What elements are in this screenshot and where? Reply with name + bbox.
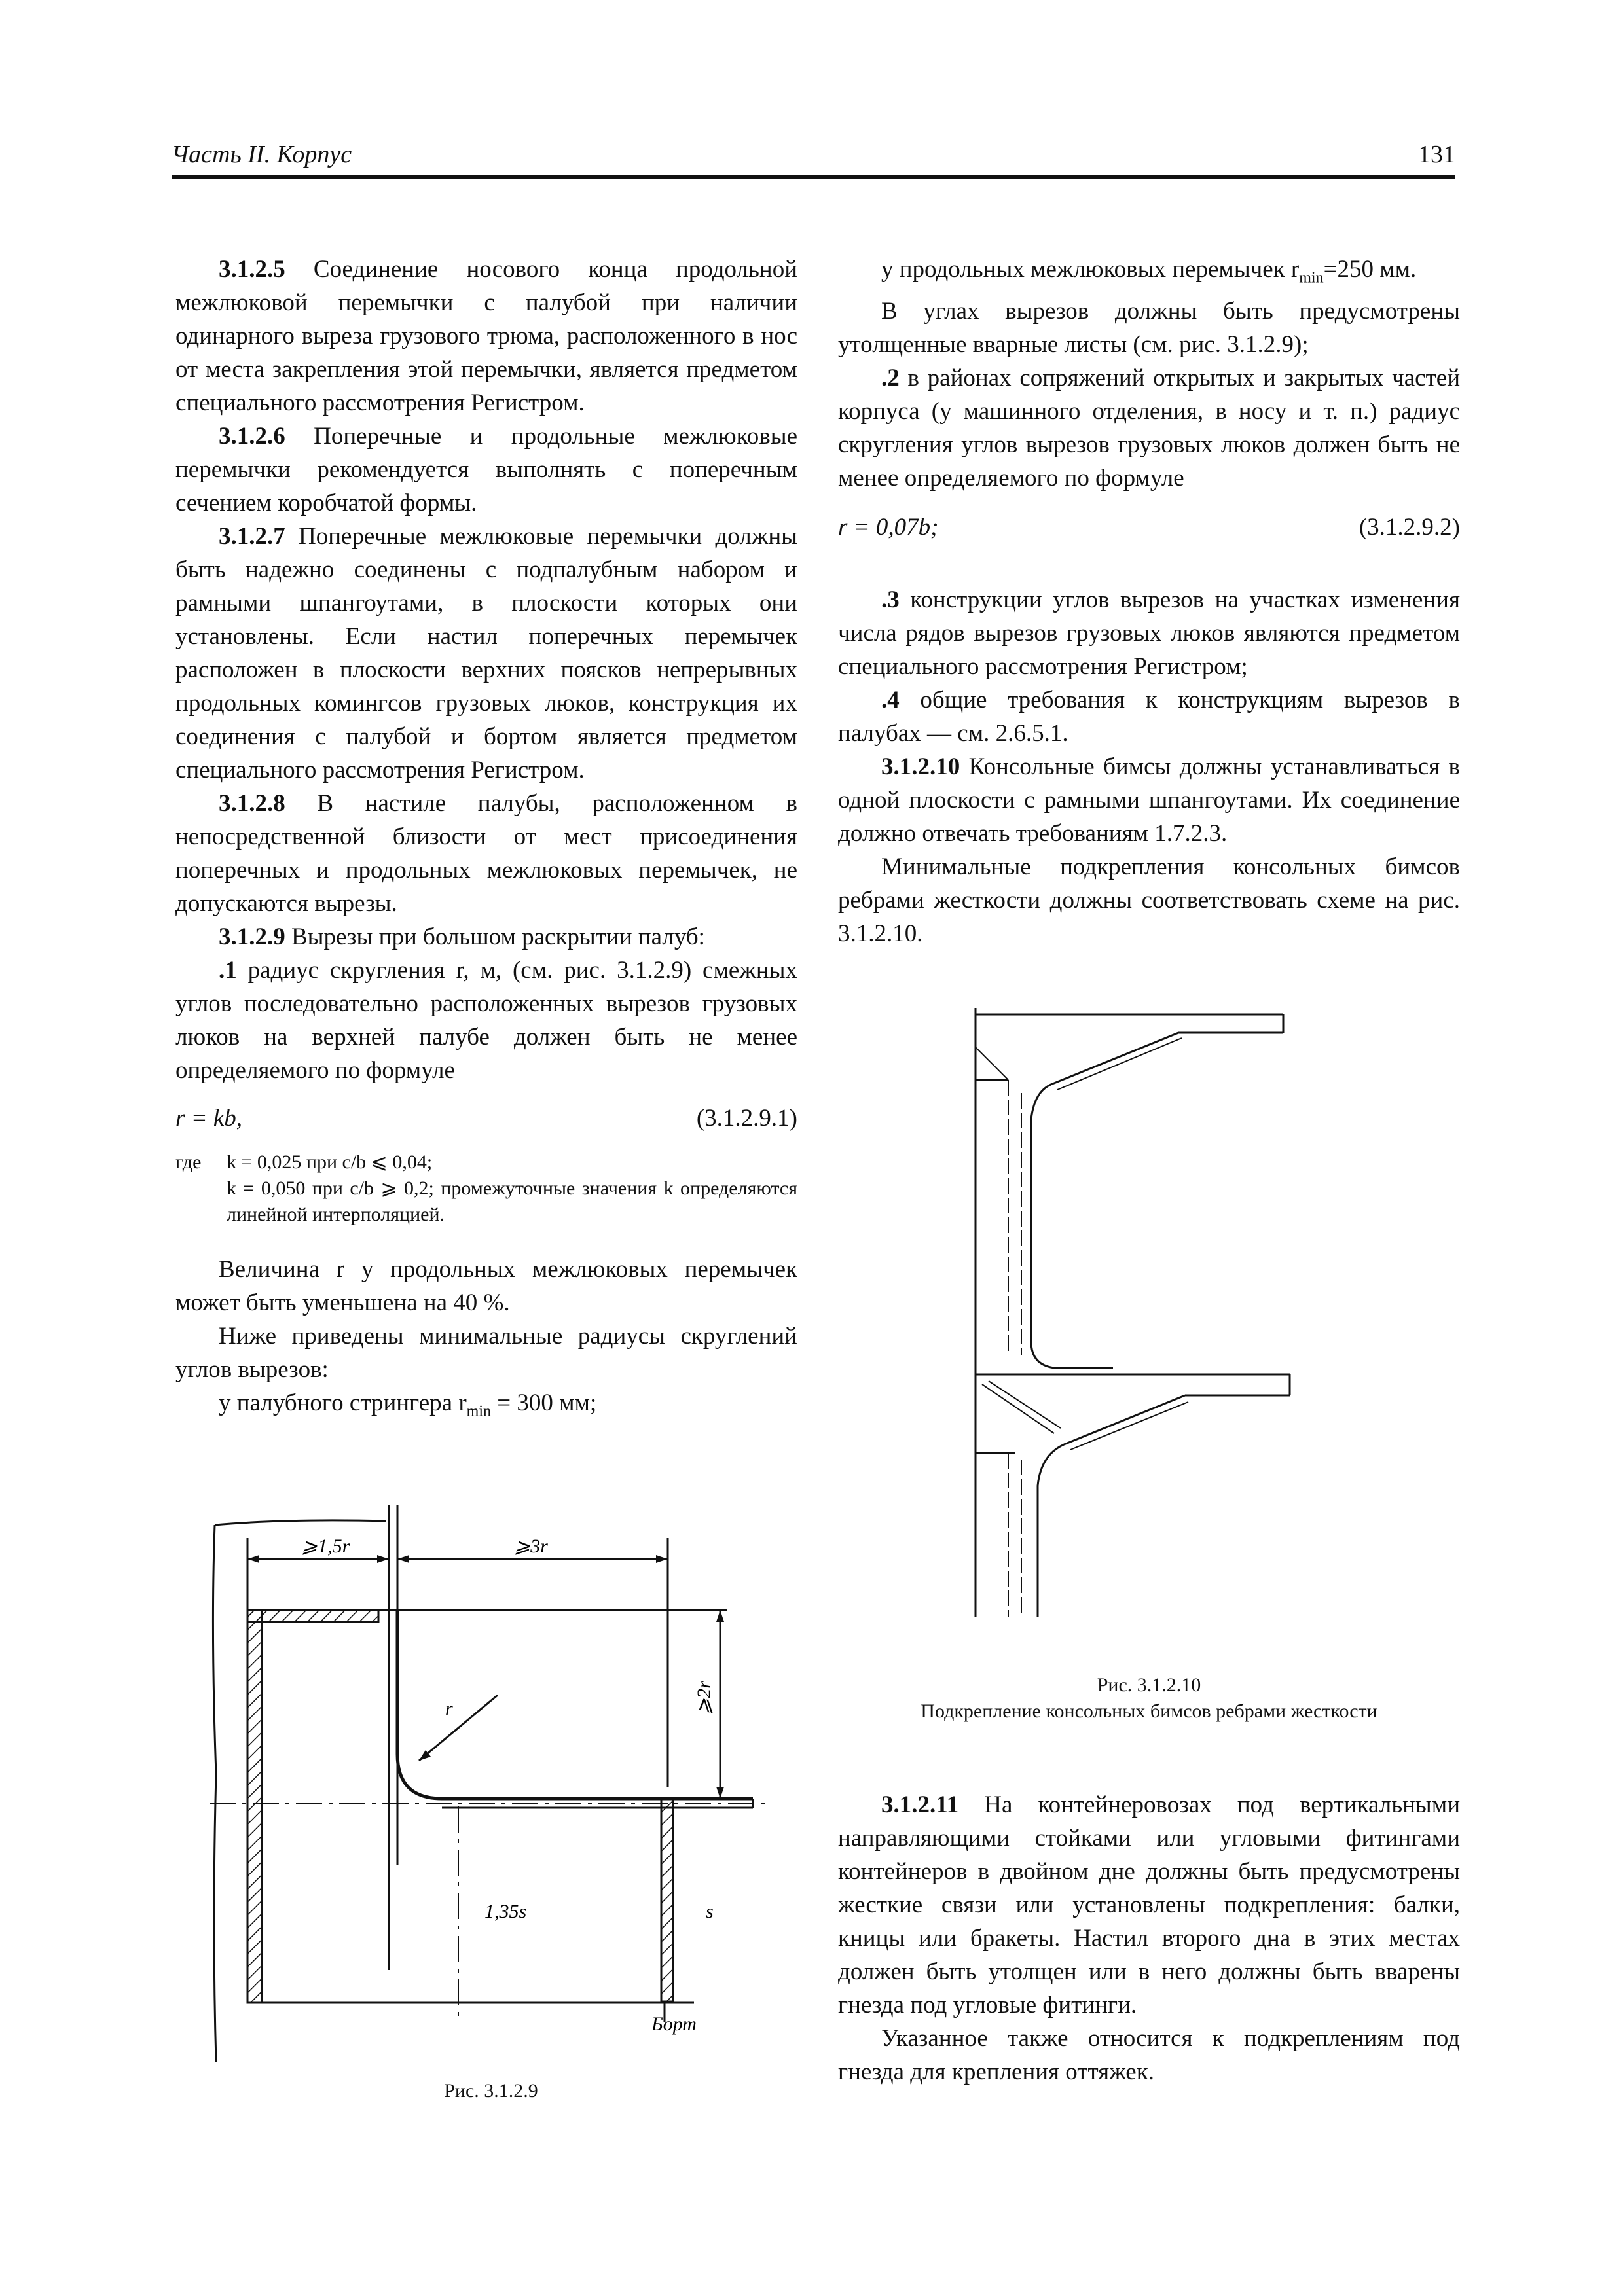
paragraph-text: радиус скругления r, м, (см. рис. 3.1.2.9) смежных углов последовательно расположенных вырезов грузовых люков на верхней палубе должен быть не менее определяемого по формуле	[175, 957, 797, 1084]
note-label: где	[175, 1151, 202, 1173]
formula-number: (3.1.2.9.1)	[696, 1105, 797, 1132]
figure-3-1-2-10-drawing	[962, 1001, 1303, 1630]
header-rule	[172, 175, 1455, 179]
paragraph-3-1-2-8	[175, 787, 797, 920]
label-bort: Борт	[651, 2013, 697, 2035]
paragraph-3-1-2-7	[175, 520, 797, 787]
clause-number: 3.1.2.9	[219, 924, 285, 950]
running-header-section: Часть II. Корпус	[172, 141, 352, 168]
paragraph-text: Ниже приведены минимальные радиусы скруглений углов вырезов:	[175, 1323, 797, 1383]
formula-3-1-2-9-2	[838, 511, 1460, 544]
text-part: у палубного стрингера r	[219, 1390, 467, 1416]
clause-number: 3.1.2.5	[219, 256, 285, 283]
figure-2-caption-number: Рис. 3.1.2.10	[1097, 1674, 1201, 1696]
formula-3-1-2-9-1	[175, 1102, 797, 1135]
paragraph-text: В углах вырезов должны быть предусмотрены утолщенные вварные листы (см. рис. 3.1.2.9);	[838, 298, 1460, 359]
paragraph-text: Величина r у продольных межлюковых перемычек может быть уменьшена на 40 %.	[175, 1256, 797, 1316]
paragraph-text: общие требования к конструкциям вырезов в палубах — см. 2.6.5.1.	[838, 687, 1460, 747]
paragraph-text: Вырезы при большом раскрытии палуб:	[285, 924, 705, 950]
right-column-lower	[838, 1788, 1460, 2089]
paragraph-rmin-stringer	[175, 1386, 797, 1428]
left-column	[175, 253, 797, 1428]
paragraph-text: В настиле палубы, расположенном в непосредственной близости от мест присоединения поперечных и продольных межлюковых перемычек, не допускаются вырезы.	[175, 790, 797, 917]
paragraph-item-1	[175, 954, 797, 1087]
paragraph-3-1-2-9	[175, 920, 797, 954]
paragraph-text: Указанное также относится к подкреплениям под гнезда для крепления оттяжек.	[838, 2025, 1460, 2085]
right-column	[838, 253, 1460, 950]
figure-1-caption: Рис. 3.1.2.9	[444, 2080, 538, 2102]
paragraph-text: Поперечные и продольные межлюковые перемычки рекомендуется выполнять с поперечным сечением коробчатой формы.	[175, 423, 797, 516]
paragraph-text: Консольные бимсы должны устанавливаться в одной плоскости с рамными шпангоутами. Их соединение должно отвечать требованиям 1.7.2.3.	[838, 753, 1460, 848]
page-number: 131	[1418, 141, 1455, 168]
paragraph-text: в районах сопряжений открытых и закрытых частей корпуса (у машинного отделения, в носу и т. п.) радиус скругления углов вырезов грузовых люков должен быть не менее определяемого по формуле	[838, 365, 1460, 492]
paragraph-text: Поперечные межлюковые перемычки должны быть надежно соединены с подпалубным набором и рамными шпангоутами, в плоскости которых они установлены. Если настил поперечных перемычек расположен в плоскости верхних поясков непрерывных продольных комингсов грузовых люков, конструкция их соединения с палубой и бортом является предметом специального рассмотрения Регистром.	[175, 523, 797, 783]
paragraph-3-1-2-6	[175, 420, 797, 520]
clause-number: 3.1.2.10	[881, 753, 960, 781]
dim-label-2r: ⩾2r	[693, 1681, 715, 1715]
note-line-1: k = 0,025 при c/b ⩽ 0,04;	[227, 1151, 433, 1173]
clause-number: 3.1.2.7	[219, 523, 285, 550]
paragraph-item-2	[838, 361, 1460, 495]
text-part: у продольных межлюковых перемычек r	[881, 256, 1300, 283]
item-number: .3	[881, 586, 900, 614]
paragraph-3-1-2-11	[838, 1788, 1460, 2022]
paragraph-3-1-2-10	[838, 750, 1460, 850]
dim-label-3r: ⩾3r	[514, 1535, 548, 1557]
clause-number: 3.1.2.11	[881, 1791, 959, 1818]
paragraph-item-4	[838, 683, 1460, 750]
figure-3-1-2-9-drawing	[210, 1499, 773, 2062]
text-part: =250 мм.	[1323, 256, 1417, 283]
paragraph-3-1-2-5	[175, 253, 797, 420]
item-number: .1	[219, 957, 237, 984]
paragraph-text: конструкции углов вырезов на участках изменения числа рядов вырезов грузовых люков являются предметом специального рассмотрения Регистром;	[838, 586, 1460, 681]
paragraph-text: На контейнеровозах под вертикальными направляющими стойками или угловыми фитингами контейнеров в двойном дне должны быть предусмотрены жесткие связи или установлены подкрепления: балки, кницы или бракеты. Настил второго дна в этих местах должен быть утолщен или в него должны быть вварены гнезда под угловые фитинги.	[838, 1791, 1460, 2018]
subscript: min	[466, 1403, 491, 1420]
note-line-2: k = 0,050 при c/b ⩾ 0,2; промежуточные значения k определяются линейной интерполяцией.	[227, 1177, 797, 1225]
paragraph-text: Минимальные подкрепления консольных бимсов ребрами жесткости должны соответствовать схеме на рис. 3.1.2.10.	[838, 853, 1460, 948]
figure-2-caption-title: Подкрепление консольных бимсов ребрами жесткости	[921, 1700, 1377, 1722]
paragraph-rmin-girder	[838, 253, 1460, 295]
figure-2-caption	[838, 1672, 1460, 1725]
item-number: .2	[881, 365, 900, 392]
paragraph-text: Соединение носового конца продольной межлюковой перемычки с палубой при наличии одинарного выреза грузового трюма, расположенного в нос от места закрепления этой перемычки, является предметом специального рассмотрения Регистром.	[175, 256, 797, 416]
label-s: s	[706, 1901, 714, 1922]
subscript: min	[1299, 269, 1324, 287]
paragraph-item-3	[838, 583, 1460, 683]
formula-note	[175, 1149, 797, 1228]
radius-label: r	[445, 1698, 453, 1719]
formula-expression: r = 0,07b;	[838, 514, 939, 541]
label-1-35s: 1,35s	[484, 1901, 527, 1922]
text-part: = 300 мм;	[491, 1390, 597, 1416]
formula-expression: r = kb,	[175, 1105, 243, 1132]
clause-number: 3.1.2.6	[219, 423, 285, 450]
clause-number: 3.1.2.8	[219, 790, 285, 817]
item-number: .4	[881, 687, 900, 714]
dim-label-1-5r: ⩾1,5r	[301, 1535, 350, 1557]
formula-number: (3.1.2.9.2)	[1359, 514, 1460, 541]
